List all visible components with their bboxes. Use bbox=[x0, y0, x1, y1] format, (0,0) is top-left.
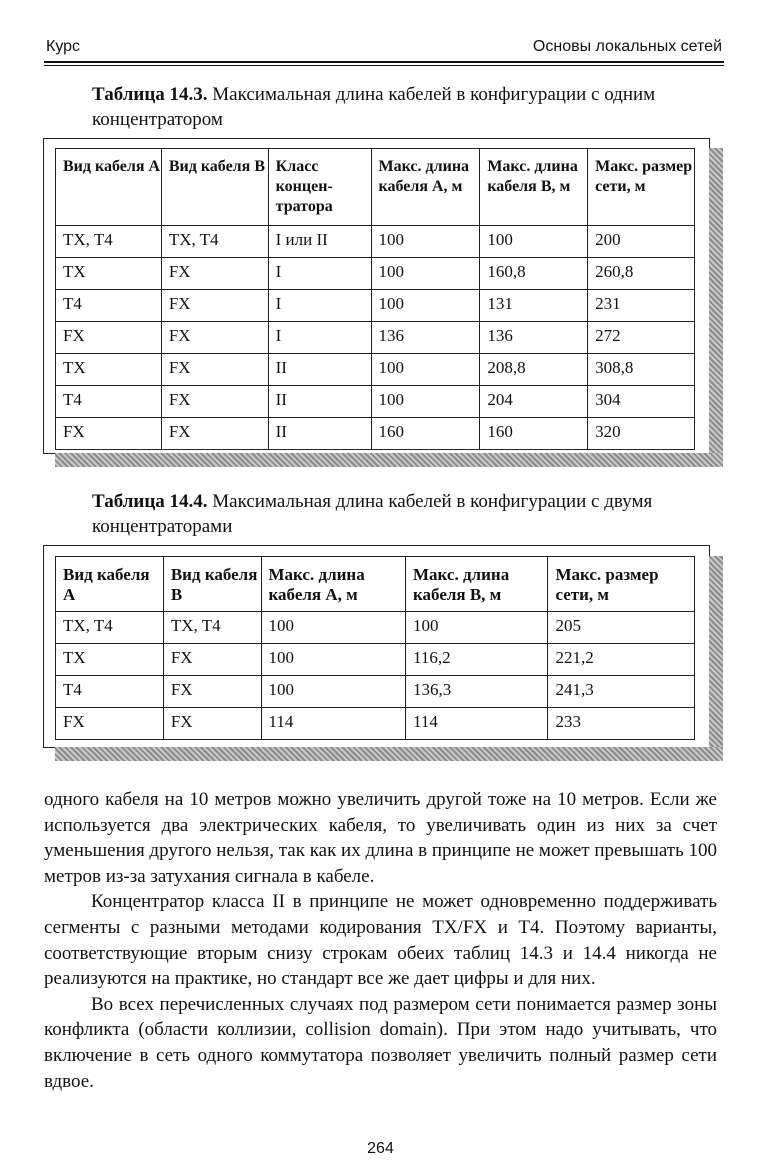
table1-header-cell: Вид кабеля В bbox=[161, 149, 268, 226]
table2-header-cell: Макс. длина кабеля В, м bbox=[406, 557, 548, 612]
table-cell: 308,8 bbox=[588, 354, 695, 386]
table-cell: FX bbox=[161, 354, 268, 386]
table-cell: 260,8 bbox=[588, 258, 695, 290]
table-cell: TX, T4 bbox=[56, 612, 164, 644]
table-cell: FX bbox=[161, 418, 268, 450]
table-row bbox=[56, 612, 695, 644]
table-cell: TX bbox=[56, 354, 162, 386]
table2-shadow-bottom bbox=[55, 747, 723, 761]
table2-body bbox=[56, 612, 695, 740]
table-cell: FX bbox=[163, 644, 261, 676]
table-row bbox=[56, 386, 695, 418]
table-cell: FX bbox=[161, 322, 268, 354]
table-cell: 100 bbox=[371, 258, 480, 290]
table-cell: 100 bbox=[261, 676, 405, 708]
table-cell: TX, T4 bbox=[56, 226, 162, 258]
table1-caption bbox=[92, 82, 722, 132]
table1-header-cell: Макс. длина кабеля В, м bbox=[480, 149, 588, 226]
table2-header-cell: Вид кабеля В bbox=[163, 557, 261, 612]
table-cell: T4 bbox=[56, 386, 162, 418]
table-cell: I bbox=[268, 290, 371, 322]
table2-caption bbox=[92, 489, 722, 539]
table-cell: 136 bbox=[371, 322, 480, 354]
table-cell: 100 bbox=[261, 644, 405, 676]
header-book-title: Основы локальных сетей bbox=[532, 38, 722, 55]
table-row bbox=[56, 676, 695, 708]
table-cell: TX, T4 bbox=[161, 226, 268, 258]
table-cell: FX bbox=[161, 290, 268, 322]
table-cell: FX bbox=[56, 708, 164, 740]
table1-caption-label: Таблица 14.3. bbox=[92, 84, 208, 105]
table-cell: 160 bbox=[371, 418, 480, 450]
paragraph-3: Во всех перечисленных случаях под размером сети понимается размер зоны конфликта (области коллизии, collision domain). При этом надо учитывать, что включение в сеть одного коммутатора позволяет увеличить полный размер сети вдвое. bbox=[44, 993, 717, 1092]
table-cell: 320 bbox=[588, 418, 695, 450]
table-row bbox=[56, 644, 695, 676]
table-row bbox=[56, 708, 695, 740]
table-cell: 131 bbox=[480, 290, 588, 322]
table-cell: 160 bbox=[480, 418, 588, 450]
table-cell: 100 bbox=[371, 386, 480, 418]
table-row bbox=[56, 418, 695, 450]
table-cell: 100 bbox=[371, 354, 480, 386]
page-number: 264 bbox=[367, 1140, 394, 1157]
header-rule bbox=[44, 61, 724, 63]
table-cell: 136,3 bbox=[406, 676, 548, 708]
table-cell: 100 bbox=[480, 226, 588, 258]
paragraph-2: Концентратор класса II в принципе не может одновременно поддерживать сегменты с разными методами кодирования TX/FX и T4. Поэтому варианты, соответствующие вторым снизу строкам обеих таблиц 14.3 и 14.4 никогда не реализуются на практике, но стандарт все же дает цифры и для них. bbox=[44, 891, 717, 990]
table-cell: T4 bbox=[56, 676, 164, 708]
table-cell: 304 bbox=[588, 386, 695, 418]
table-cell: FX bbox=[56, 322, 162, 354]
table-cell: 114 bbox=[406, 708, 548, 740]
table-row bbox=[56, 322, 695, 354]
table-row bbox=[56, 226, 695, 258]
table1 bbox=[55, 148, 695, 450]
table2 bbox=[55, 556, 695, 740]
table-cell: 116,2 bbox=[406, 644, 548, 676]
table-cell: 233 bbox=[548, 708, 695, 740]
table1-header-cell: Вид кабеля А bbox=[56, 149, 162, 226]
table-cell: I или II bbox=[268, 226, 371, 258]
table-cell: 136 bbox=[480, 322, 588, 354]
table-cell: TX, T4 bbox=[163, 612, 261, 644]
table-cell: 204 bbox=[480, 386, 588, 418]
table-row bbox=[56, 290, 695, 322]
body-text bbox=[44, 787, 717, 1094]
table2-shadow-right bbox=[709, 556, 723, 761]
table-cell: 100 bbox=[371, 226, 480, 258]
table-cell: I bbox=[268, 322, 371, 354]
table-cell: TX bbox=[56, 258, 162, 290]
table-cell: II bbox=[268, 418, 371, 450]
paragraph-1: одного кабеля на 10 метров можно увеличить другой тоже на 10 метров. Если же используется два электрических кабеля, то увеличивать один из них за счет уменьшения другого нельзя, так как их длина в принципе не может превышать 100 метров из-за затухания сигнала в кабеле. bbox=[44, 789, 717, 887]
table-cell: 221,2 bbox=[548, 644, 695, 676]
table1-body bbox=[56, 226, 695, 450]
table2-header-cell: Макс. размер сети, м bbox=[548, 557, 695, 612]
table-cell: 160,8 bbox=[480, 258, 588, 290]
table-cell: T4 bbox=[56, 290, 162, 322]
table-cell: II bbox=[268, 354, 371, 386]
header-rule-thin bbox=[44, 65, 724, 66]
table-row bbox=[56, 354, 695, 386]
table-cell: 231 bbox=[588, 290, 695, 322]
header-course: Курс bbox=[46, 38, 81, 55]
table2-header-cell: Вид кабеля А bbox=[56, 557, 164, 612]
table-cell: FX bbox=[161, 258, 268, 290]
table2-header-row bbox=[56, 557, 695, 612]
table-row bbox=[56, 258, 695, 290]
table-cell: 100 bbox=[406, 612, 548, 644]
table1-caption-text: Максимальная длина кабелей в конфигурации с одним концентратором bbox=[92, 84, 656, 130]
table-cell: I bbox=[268, 258, 371, 290]
table-cell: 114 bbox=[261, 708, 405, 740]
table-cell: FX bbox=[56, 418, 162, 450]
table1-shadow-bottom bbox=[55, 453, 723, 467]
table-cell: 272 bbox=[588, 322, 695, 354]
table2-header-cell: Макс. длина кабеля А, м bbox=[261, 557, 405, 612]
table-cell: FX bbox=[163, 708, 261, 740]
table-cell: FX bbox=[163, 676, 261, 708]
table-cell: 241,3 bbox=[548, 676, 695, 708]
table-cell: 200 bbox=[588, 226, 695, 258]
table-cell: 208,8 bbox=[480, 354, 588, 386]
table1-header-cell: Класс концен-тратора bbox=[268, 149, 371, 226]
table-cell: 100 bbox=[261, 612, 405, 644]
table2-caption-label: Таблица 14.4. bbox=[92, 491, 208, 512]
table1-header-cell: Макс. длина кабеля А, м bbox=[371, 149, 480, 226]
table-cell: 100 bbox=[371, 290, 480, 322]
table-cell: II bbox=[268, 386, 371, 418]
table-cell: 205 bbox=[548, 612, 695, 644]
running-header bbox=[44, 30, 724, 60]
table-cell: TX bbox=[56, 644, 164, 676]
table1-shadow-right bbox=[709, 148, 723, 466]
table1-header-cell: Макс. размер сети, м bbox=[588, 149, 695, 226]
table1-header-row bbox=[56, 149, 695, 226]
table-cell: FX bbox=[161, 386, 268, 418]
table2-caption-text: Максимальная длина кабелей в конфигурации с двумя концентраторами bbox=[92, 491, 653, 537]
